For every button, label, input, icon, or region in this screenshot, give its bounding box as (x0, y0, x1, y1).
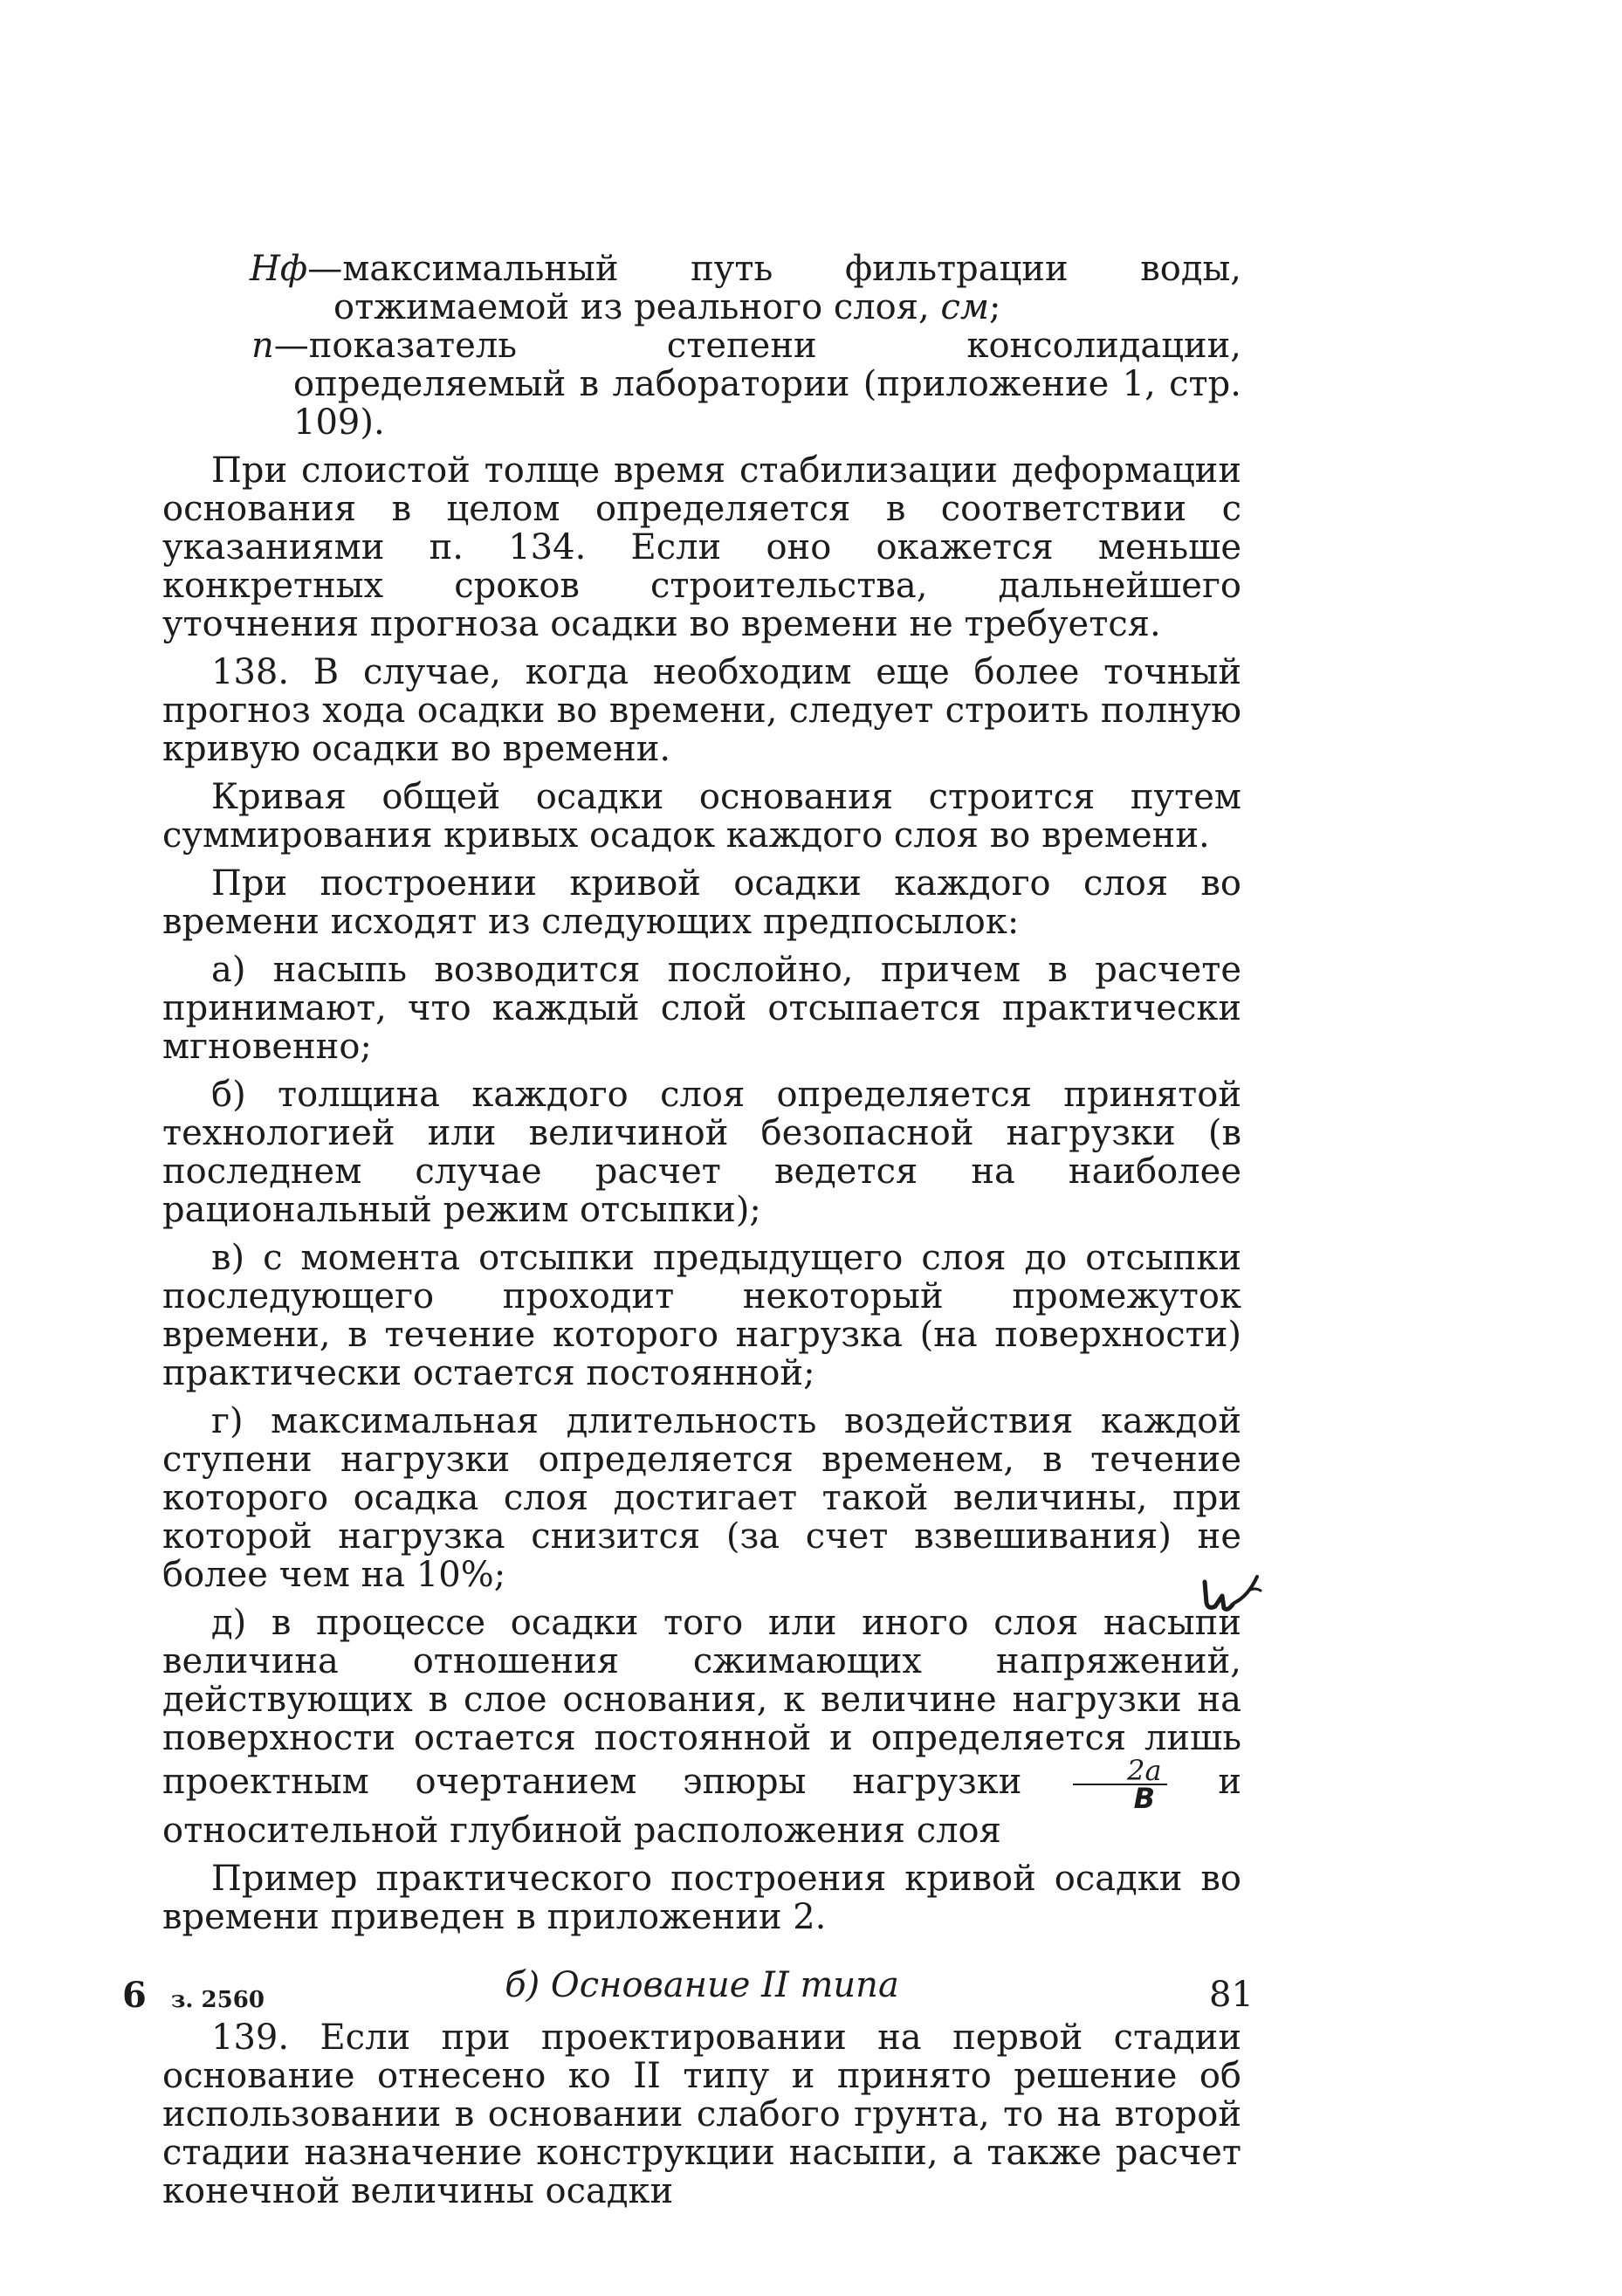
list-item: г) максимальная длительность воздействия каждой ступени нагрузки определяется временем, в течение которого осадка слоя достигает такой величины, при которой нагрузка снизится (за счет взвешивания) не более чем на 10%; (162, 1401, 1241, 1595)
definition-unit: см (940, 287, 990, 327)
fraction (1073, 1754, 1166, 1815)
definition-n (162, 327, 1241, 442)
page-number: 81 (1209, 1975, 1254, 2015)
definition-hf: Hф—максимальный путь фильтрации воды, отжимаемой из реального слоя, см; (250, 249, 1241, 327)
paragraph-138: 138. В случае, когда необходим еще более точный прогноз хода осадки во времени, следует строить полную кривую осадки во времени. (162, 652, 1241, 769)
definition-symbol: Hф (250, 249, 308, 289)
fraction-numerator: 2a (1073, 1757, 1166, 1785)
print-code: з. 2560 (170, 1987, 265, 2013)
footer-signature (122, 1975, 265, 2016)
definition-text: —максимальный путь фильтрации воды, отжимаемой из реального слоя, (307, 249, 1241, 327)
paragraph: Кривая общей осадки основания строится путем суммирования кривых осадок каждого слоя во времени. (162, 777, 1241, 856)
paragraph: При слоистой толще время стабилизации деформации основания в целом определяется в соответствии с указаниями п. 134. Если оно окажется меньше конкретных сроков строительства, дальнейшего уточнения прогноза осадки во времени не требуется. (162, 450, 1241, 644)
fraction-denominator: B (1133, 1782, 1156, 1815)
list-item: б) толщина каждого слоя определяется принятой технологией или величиной безопасной нагрузки (в последнем случае расчет ведется на наиболее рациональный режим отсыпки); (162, 1075, 1241, 1230)
handwritten-mark (1199, 1570, 1264, 1619)
section-heading: б) Основание II типа (505, 1965, 899, 2005)
list-item-tail: и относительной глубиной расположения слоя (162, 1762, 1241, 1851)
definition-symbol: n (251, 326, 274, 366)
list-item-text: д) в процессе осадки того или иного слоя насыпи величина отношения сжимающих напряжений, действующих в слое основания, к величине нагрузки на поверхности остается постоянной и определяется лишь проектным очертанием эпюры нагрузки (162, 1603, 1241, 1802)
sheet-number: 6 (122, 1975, 147, 2016)
list-item: а) насыпь возводится послойно, причем в расчете принимают, что каждый слой отсыпается практически мгновенно; (162, 950, 1241, 1067)
paragraph-139: 139. Если при проектировании на первой стадии основание отнесено ко II типу и принято решение об использовании в основании слабого грунта, то на второй стадии назначение конструкции насыпи, а также расчет конечной величины осадки (162, 2018, 1241, 2211)
paragraph: При построении кривой осадки каждого слоя во времени исходят из следующих предпосылок: (162, 863, 1241, 942)
list-item: в) с момента отсыпки предыдущего слоя до отсыпки последующего проходит некоторый промежуток времени, в течение которого нагрузка (на поверхности) практически остается постоянной; (162, 1238, 1241, 1393)
body-text (162, 250, 1241, 2220)
list-item (162, 1604, 1241, 1850)
definition-text: —показатель степени консолидации, определяемый в лаборатории (приложение 1, стр. 109). (273, 326, 1241, 443)
paragraph: Пример практического построения кривой осадки во времени приведен в приложении 2. (162, 1859, 1241, 1937)
